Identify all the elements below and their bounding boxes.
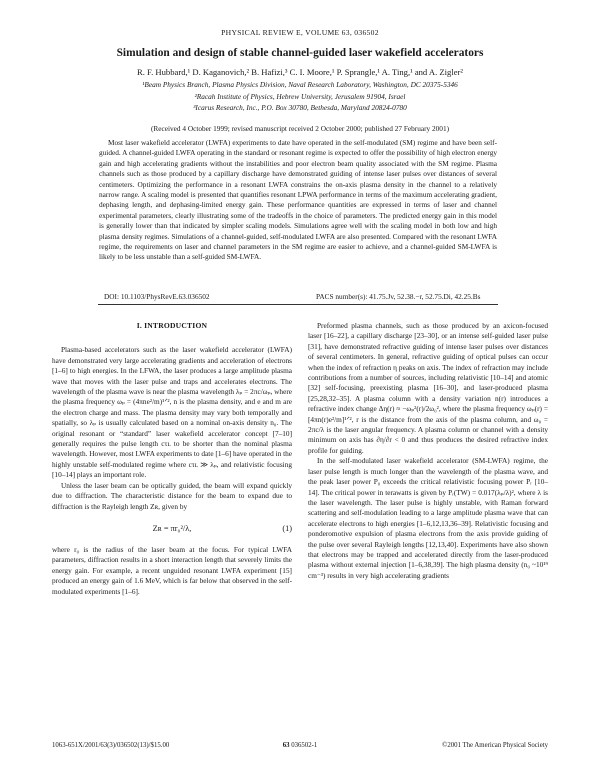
equation-expression: Zʀ = πr₀²/λ, <box>152 523 192 533</box>
sm-lwfa-paragraph: In the self-modulated laser wakefield accelerator (SM-LWFA) regime, the laser pulse length is much longer than the wavelength of the plasma wave, and the peak laser power P₀ exceeds the critical relativistic focusing power Pᵣ [10–14]. The critical power in terawatts is given by Pᵣ(TW) = 0.017(λₚ/λ)², where λ is the laser wavelength. The laser pulse is highly unstable, with Raman forward scattering and self-modulation leading to a large amplitude plasma wave that can accelerate electrons to high energies [1–6,12,13,36–39]. Relativistic focusing and ponderomotive expulsion of plasma electrons from the axis provide guiding of the pulse over several Rayleigh lengths [12,13,40]. Experiments have also shown that electrons may be trapped and accelerated directly from the laser-produced plasma without external injection [1–6,38,39]. The high plasma density (n₀ ~10¹⁹ cm⁻³) results in very high accelerating gradients <box>308 456 548 580</box>
running-head: PHYSICAL REVIEW E, VOLUME 63, 036502 <box>221 28 379 37</box>
header-divider <box>98 304 498 305</box>
equation-number: (1) <box>282 523 292 533</box>
intro-paragraph-3: where r₀ is the radius of the laser beam at the focus. For typical LWFA parameters, diffraction results in a short interaction length that severely limits the energy gain. For example, a recent unguided resonant LWFA experiment [15] produced an energy gain of 1.6 MeV, which is far below that observed in the self-modulated experiments [1–6]. <box>52 544 292 596</box>
affiliation-2: ²Racah Institute of Physics, Hebrew University, Jerusalem 91904, Israel <box>194 92 406 101</box>
abstract: Most laser wakefield accelerator (LWFA) experiments to date have operated in the self-modulated (SM) regime and have been self-guided. A channel-guided LWFA operating in the standard or resonant regime is expected to offer the possibility of high electron energy gain and high accelerating gradients without the instabilities and poor electron beam quality associated with the SM regime. Plasma channels such as those produced by a capillary discharge have demonstrated guiding of intense laser pulses over distances of several centimeters. Optimizing the performance in a resonant LWFA constrains the on-axis plasma density in the channel to a relatively narrow range. A scaling model is presented that quantifies resonant LPWA performance in terms of the maximum accelerating gradient, dephasing length, and dephasing-limited energy gain. These performance quantities are expressed in terms of laser and channel experimental parameters, clearly illustrating some of the tradeoffs in the choice of parameters. The predicted energy gain in this model is generally lower than that indicated by simpler scaling models. Simulations agree well with the scaling model in both low and high plasma density regimes. Simulations of a channel-guided, self-modulated LWFA are also presented. Compared with the resonant LWFA regime, the requirements on laser and channel parameters in the SM regime are easier to achieve, and a channel-guided SM-LWFA is likely to be less unstable than a self-guided SM-LWFA. <box>99 138 497 262</box>
footer-issn: 1063-651X/2001/63(3)/036502(13)/$15.00 <box>52 742 170 749</box>
section-heading: I. INTRODUCTION <box>136 321 208 330</box>
intro-paragraph-1: Plasma-based accelerators such as the laser wakefield accelerator (LWFA) have demonstrated very large accelerating gradients and acceleration of electrons [1–6] to high energies. In the LFWA, the laser produces a large amplitude plasma wave that moves with the laser pulse and traps and accelerates electrons. The wavelength of the plasma wave is near the plasma wavelength λₚ = 2πc/ωₚ, where the plasma frequency ωₚ = (4πne²/m)¹ᐟ², n is the plasma density, and e and m are the electron charge and mass. The plasma density may vary both temporally and spatially, so λₚ is usually calculated based on a nominal on-axis density n₀. The original resonant or “standard” laser wakefield accelerator concept [7–10] generally requires the pulse length cτʟ to be shorter than the nominal plasma wavelength. However, most LWFA experiments to date [1–6] have operated in the highly unstable self-modulated regime where cτʟ ≫ λₚ, and relativistic focusing [10–14] plays an important role. <box>52 345 292 480</box>
footer-copyright: ©2001 The American Physical Society <box>442 742 548 749</box>
left-column <box>52 321 292 597</box>
paper-title: Simulation and design of stable channel-guided laser wakefield accelerators <box>116 47 484 59</box>
author-list: R. F. Hubbard,¹ D. Kaganovich,² B. Hafizi,³ C. I. Moore,¹ P. Sprangle,¹ A. Ting,¹ and A. Zigler² <box>137 67 463 77</box>
pacs-numbers: PACS number(s): 41.75.Jv, 52.38.−r, 52.75.Di, 42.25.Bs <box>316 292 481 301</box>
equation-1 <box>52 517 292 543</box>
footer-volume: 63 <box>282 742 290 749</box>
received-dates: (Received 4 October 1999; revised manuscript received 2 October 2000; published 27 February 2001) <box>150 124 450 133</box>
affiliation-3: ³Icarus Research, Inc., P.O. Box 30780, Bethesda, Maryland 20824-0780 <box>193 103 407 112</box>
intro-paragraph-2: Unless the laser beam can be optically guided, the beam will expand quickly due to diffraction. The characteristic distance for the beam to expand due to diffraction is the Rayleigh length Zʀ, given by <box>52 480 292 511</box>
doi-link[interactable]: DOI: 10.1103/PhysRevE.63.036502 <box>104 292 210 301</box>
footer-page: 036502-1 <box>291 742 318 749</box>
right-column <box>308 321 548 581</box>
affiliation-1: ¹Beam Physics Branch, Plasma Physics Division, Naval Research Laboratory, Washington, DC 20375-5346 <box>142 80 458 89</box>
channel-paragraph: Preformed plasma channels, such as those produced by an axicon-focused laser [16–22], a capillary discharge [23–30], or an intense self-guided laser pulse [31], have demonstrated refractive guiding of intense laser pulses over distances of several centimeters. In general, refractive guiding of optical pulses can occur when the index of refraction η peaks on axis. The index of refraction may include contributions from a number of sources, including relativistic [10–14] and atomic [32] self-focusing, preexisting plasma [16–30], and laser-produced plasma [25,28,32–35]. A plasma column with a density variation n(r) introduces a refractive index change Δη(r) ≈ −ωₚ²(r)/2ω₀², where the plasma frequency ωₚ(r) = [4πn(r)e²/m]¹ᐟ², r is the distance from the axis of the plasma column, and ω₀ = 2πc/λ is the laser angular frequency. A plasma column or channel with a density minimum on axis has ∂η/∂r < 0 and thus produces the desired refractive index profile for guiding. <box>308 321 548 455</box>
